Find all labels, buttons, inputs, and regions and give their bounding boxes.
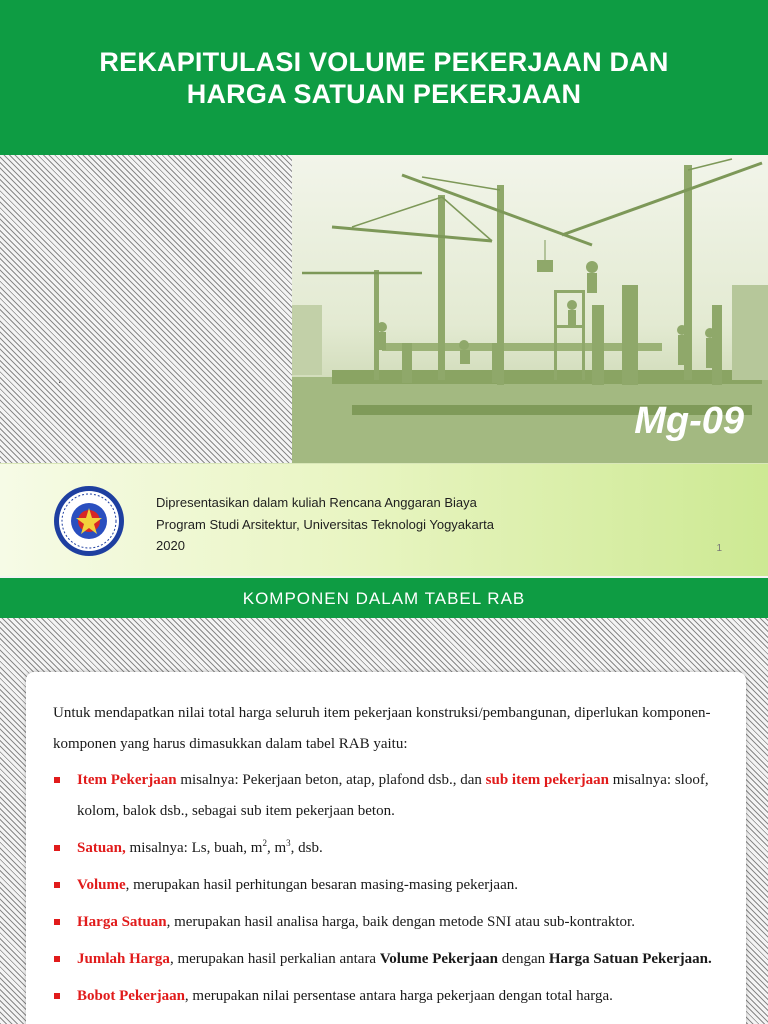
superscript-3: 3	[286, 838, 291, 848]
term-satuan: Satuan,	[77, 840, 126, 856]
info-line-program: Program Studi Arsitektur, Universitas Teknologi Yogyakarta	[156, 516, 494, 532]
bold-volume-pekerjaan: Volume Pekerjaan	[379, 951, 499, 967]
info-line-year: 2020	[156, 538, 185, 553]
section-header-band	[0, 576, 768, 620]
slide-title-line-2: HARGA SATUAN PEKERJAAN	[186, 78, 582, 109]
presenter-info	[156, 492, 494, 557]
term-volume: Volume	[77, 877, 126, 893]
page-number: 1	[716, 543, 722, 554]
list-item-bobot-pekerjaan	[53, 981, 723, 1012]
term-sub-item-pekerjaan: sub item pekerjaan	[485, 772, 609, 788]
bold-harga-satuan-pekerjaan: Harga Satuan Pekerjaan.	[548, 951, 712, 967]
superscript-2: 2	[262, 838, 267, 848]
content-card	[26, 672, 746, 1024]
component-list	[53, 765, 723, 1012]
session-badge: Mg-09	[634, 400, 744, 442]
title-banner	[0, 0, 768, 155]
slide-title-line-1: REKAPITULASI VOLUME PEKERJAAN DAN	[99, 46, 669, 77]
university-seal-logo	[52, 484, 126, 558]
term-bobot-pekerjaan: Bobot Pekerjaan	[77, 988, 185, 1004]
bobot-pekerjaan-desc: , merupakan nilai persentase antara harga pekerjaan dengan total harga.	[184, 988, 613, 1004]
item-pekerjaan-desc: misalnya: Pekerjaan beton, atap, plafond dsb., dan	[176, 772, 486, 788]
list-item-harga-satuan	[53, 907, 723, 938]
satuan-desc-c: , dsb.	[290, 840, 323, 856]
list-item-item-pekerjaan	[53, 765, 723, 827]
list-item-jumlah-harga	[53, 944, 723, 975]
list-item-satuan	[53, 833, 723, 864]
term-jumlah-harga: Jumlah Harga	[77, 951, 170, 967]
intro-paragraph: Untuk mendapatkan nilai total harga seluruh item pekerjaan konstruksi/pembangunan, diperlukan komponen-komponen yang harus dimasukkan dalam tabel RAB yaitu:	[53, 705, 711, 752]
sub-item-desc: misalnya: sloof, kolom, balok dsb., sebagai sub item pekerjaan beton.	[77, 772, 709, 819]
stray-dot: .	[58, 372, 62, 386]
info-line-course: Dipresentasikan dalam kuliah Rencana Anggaran Biaya	[156, 495, 477, 510]
volume-desc: , merupakan hasil perhitungan besaran masing-masing pekerjaan.	[125, 877, 518, 893]
satuan-desc-b: , m	[266, 840, 287, 856]
presenter-info-band	[0, 463, 768, 576]
term-harga-satuan: Harga Satuan	[77, 914, 167, 930]
section-title: KOMPONEN DALAM TABEL RAB	[242, 589, 526, 608]
list-item-volume	[53, 870, 723, 901]
jumlah-harga-desc-2: dengan	[498, 951, 549, 967]
hatched-panel	[0, 155, 292, 463]
slide-title	[99, 46, 668, 110]
card-body	[53, 698, 723, 1018]
jumlah-harga-desc: , merupakan hasil perkalian antara	[169, 951, 380, 967]
harga-satuan-desc: , merupakan hasil analisa harga, baik dengan metode SNI atau sub-kontraktor.	[166, 914, 635, 930]
satuan-desc-a: misalnya: Ls, buah, m	[125, 840, 263, 856]
term-item-pekerjaan: Item Pekerjaan	[77, 772, 177, 788]
content-slide	[0, 576, 768, 1024]
